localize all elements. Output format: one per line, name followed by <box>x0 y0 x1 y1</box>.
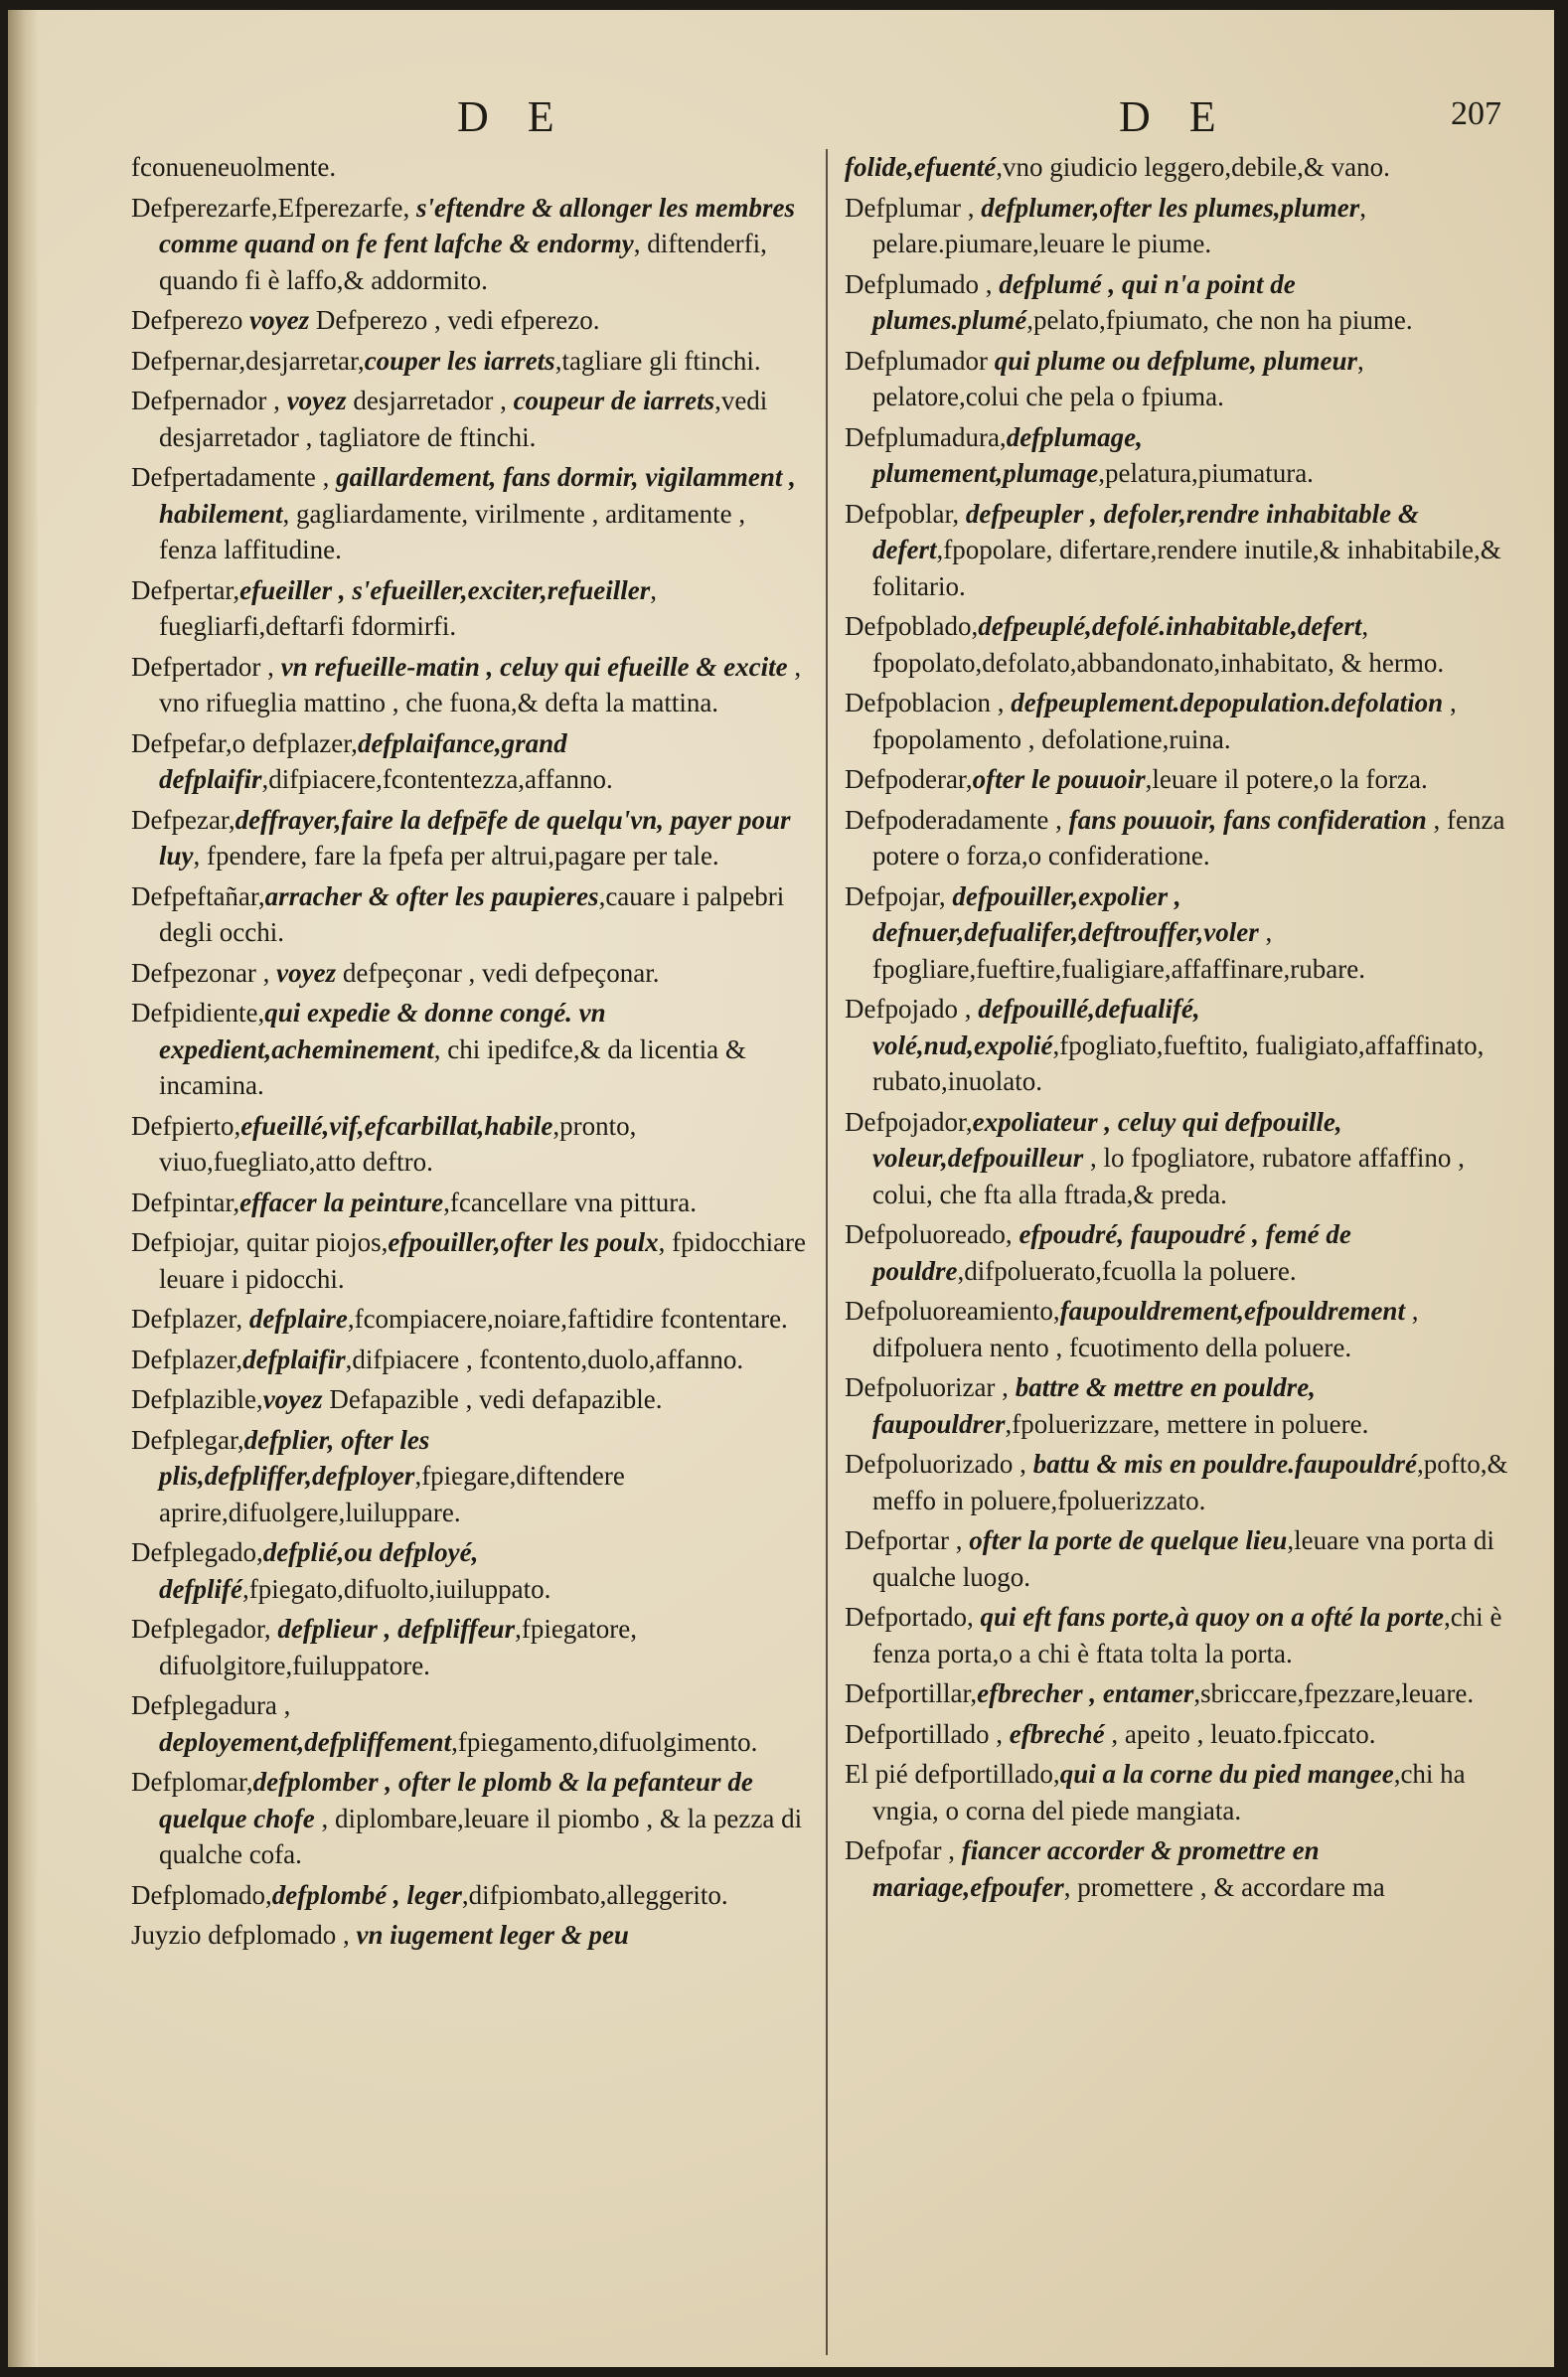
headword: Defpertadamente , <box>131 462 337 492</box>
dictionary-entry <box>845 991 1512 1100</box>
italian-gloss: ,pelatura,piumatura. <box>1098 458 1314 488</box>
dictionary-entry <box>131 459 807 568</box>
french-gloss: defplier, ofter les plis,defpliffer,defployer <box>159 1424 430 1491</box>
dictionary-entry <box>845 1832 1512 1905</box>
dictionary-entry <box>845 343 1512 415</box>
headword: Defpoluoreado, <box>845 1219 1019 1249</box>
dictionary-entry <box>131 1301 807 1338</box>
french-gloss: voyez <box>286 386 347 415</box>
headword: Defpoluorizado , <box>845 1449 1033 1479</box>
french-gloss: efpoudré, faupoudré , femé de pouldre <box>872 1219 1351 1286</box>
right-column <box>845 149 1512 1909</box>
italian-gloss: , fpogliare,fueftire,fualigiare,affaffinare,rubare. <box>872 917 1365 984</box>
headword: Defpeftañar, <box>131 880 265 911</box>
french-gloss: arracher & ofter les paupieres <box>264 880 599 911</box>
headword: Defplegadura , <box>131 1690 291 1720</box>
column-divider <box>826 149 828 2355</box>
french-gloss: efbreché <box>1009 1718 1105 1749</box>
headword: Defportillado , <box>845 1718 1010 1749</box>
italian-gloss: ,difpiombato,alleggerito. <box>461 1879 728 1910</box>
french-gloss: efpouiller,ofter les poulx <box>388 1227 659 1257</box>
dictionary-entry <box>845 1522 1512 1595</box>
dictionary-entry <box>131 302 807 339</box>
headword: Defpoluorizar , <box>845 1372 1016 1402</box>
french-gloss: voyez <box>276 957 337 988</box>
headword: Defpierto, <box>131 1110 241 1141</box>
french-gloss: voyez <box>249 305 310 335</box>
headword: Defplegador, <box>131 1614 278 1644</box>
dictionary-entry <box>131 1917 807 1954</box>
dictionary-entry <box>131 955 807 992</box>
french-gloss: defplombé , leger <box>271 1879 462 1910</box>
dictionary-entry <box>845 685 1512 757</box>
french-gloss: vn iugement leger & peu <box>356 1920 629 1950</box>
dictionary-entry <box>845 1675 1512 1712</box>
running-header <box>8 81 1554 151</box>
french-gloss: defplaifance,grand defplaifir <box>159 727 567 794</box>
french-gloss: defpeuplé,defolé.inhabitable,defert <box>978 611 1362 641</box>
headword: Defpojar, <box>845 880 953 911</box>
french-gloss: battre & mettre en pouldre, faupouldrer <box>872 1372 1316 1439</box>
dictionary-entry <box>131 1108 807 1181</box>
headword: Defplumadura, <box>845 421 1007 452</box>
headword: Defpiojar, quitar piojos, <box>131 1227 389 1257</box>
headword: Defportar , <box>845 1525 970 1555</box>
dictionary-entry <box>131 1185 807 1221</box>
french-gloss: defpouiller,expolier , defnuer,defualifer,deftrouffer,voler <box>872 880 1259 947</box>
headword: Defplazer, <box>131 1304 249 1334</box>
dictionary-entry <box>845 802 1512 874</box>
page-gutter <box>8 10 38 2367</box>
italian-gloss: ,leuare il potere,o la forza. <box>1145 764 1428 794</box>
italian-gloss: ,chi ha vngia, o corna del piede mangiata. <box>872 1759 1466 1825</box>
italian-gloss: , diplombare,leuare il piombo , & la pezza di qualche cofa. <box>159 1803 803 1869</box>
french-gloss: expoliateur , celuy qui defpouille, voleur,defpouilleur <box>872 1106 1342 1173</box>
french-gloss: defplumé , qui n'a point de plumes.plumé <box>872 268 1296 335</box>
french-gloss: defplumage, plumement,plumage <box>872 421 1143 488</box>
italian-gloss: ,leuare vna porta di qualche luogo. <box>872 1525 1494 1592</box>
italian-gloss: ,fcancellare vna pittura. <box>443 1187 697 1217</box>
italian-gloss: defpeçonar , vedi defpeçonar. <box>336 957 660 988</box>
headword: Defplazer, <box>131 1344 243 1374</box>
italian-gloss: ,fpiegamento,difuolgimento. <box>451 1726 758 1757</box>
headword: Defpoblado, <box>845 611 979 641</box>
french-gloss: efueiller , s'efueiller,exciter,refueiller <box>239 574 651 605</box>
french-gloss: effacer la peinture <box>239 1187 444 1217</box>
italian-gloss: ,fpoluerizzare, mettere in poluere. <box>1005 1408 1369 1439</box>
headword: Defpezonar , <box>131 957 277 988</box>
headword: Defpezar, <box>131 804 235 835</box>
italian-gloss: ,sbriccare,fpezzare,leuare. <box>1193 1678 1475 1708</box>
headword: Defplumador <box>845 345 995 376</box>
french-gloss: s'eftendre & allonger les membres comme quand on fe fent lafche & endormy <box>159 192 795 258</box>
dictionary-entry <box>845 419 1512 492</box>
headword: Defpoblacion , <box>845 688 1012 717</box>
italian-gloss: ,cauare i palpebri degli occhi. <box>159 880 785 947</box>
italian-gloss: ,vedi desjarretador , tagliatore de ftinchi. <box>159 386 768 452</box>
left-column <box>131 149 807 1958</box>
headword: Defplazible, <box>131 1384 263 1414</box>
headword: Defplumar , <box>845 192 982 223</box>
headword: Defplumado , <box>845 268 1000 299</box>
italian-gloss: , fpidocchiare leuare i pidocchi. <box>159 1227 807 1294</box>
dictionary-entry <box>131 725 807 798</box>
headword: Defpofar , <box>845 1835 962 1865</box>
french-gloss: defplaifir <box>242 1344 346 1374</box>
headword: Defplomar, <box>131 1767 253 1797</box>
headword: Defpoblar, <box>845 498 966 529</box>
headword: Defpertar, <box>131 574 240 605</box>
dictionary-entry <box>131 572 807 645</box>
dictionary-entry <box>131 190 807 299</box>
italian-gloss: ,fcompiacere,noiare,faftidire fcontentare. <box>347 1304 788 1334</box>
italian-gloss: ,difpoluerato,fcuolla la poluere. <box>957 1255 1297 1286</box>
headword: Defplegado, <box>131 1537 263 1567</box>
italian-gloss: , fpendere, fare la fpefa per altrui,pagare per tale. <box>193 841 719 871</box>
dictionary-entry <box>131 1224 807 1297</box>
french-gloss: fiancer accorder & promettre en mariage,efpoufer <box>872 1835 1320 1902</box>
french-gloss: ofter le pouuoir <box>972 764 1146 794</box>
dictionary-entry <box>845 1293 1512 1365</box>
dictionary-entry <box>131 1534 807 1607</box>
italian-gloss: , apeito , leuato.fpiccato. <box>1104 1718 1376 1749</box>
italian-gloss: , fuegliarfi,deftarfi fdormirfi. <box>159 574 658 641</box>
french-gloss: fans pouuoir, fans confideration <box>1068 804 1427 835</box>
dictionary-entry <box>131 1342 807 1378</box>
french-gloss: ofter la porte de quelque lieu <box>969 1525 1288 1555</box>
dictionary-entry <box>845 1369 1512 1442</box>
dictionary-entry-continuation <box>845 149 1512 186</box>
french-gloss: vn refueille-matin , celuy qui efueille & excite <box>280 651 788 682</box>
french-gloss: deffrayer,faire la defpēfe de quelqu'vn, payer pour luy <box>159 804 791 871</box>
dictionary-entry <box>131 1687 807 1760</box>
dictionary-entry <box>845 1446 1512 1518</box>
dictionary-entry <box>131 878 807 951</box>
dictionary-entry <box>131 343 807 380</box>
header-left-letters: D E <box>457 92 568 141</box>
dictionary-entry <box>845 1599 1512 1671</box>
italian-gloss: , chi ipedifce,& da licentia & incamina. <box>159 1033 746 1100</box>
dictionary-entry <box>131 1381 807 1418</box>
dictionary-entry <box>131 995 807 1104</box>
french-gloss: battu & mis en pouldre.faupouldré <box>1032 1449 1417 1479</box>
french-gloss: defplaire <box>248 1304 348 1334</box>
italian-gloss: , fpopolamento , defolatione,ruina. <box>872 688 1457 754</box>
italian-gloss: desjarretador , <box>346 386 514 415</box>
dictionary-entry <box>845 1716 1512 1753</box>
french-gloss: voyez <box>262 1384 323 1414</box>
dictionary-entry <box>131 1877 807 1914</box>
dictionary-entry <box>845 608 1512 681</box>
headword: Defplomado, <box>131 1879 272 1910</box>
french-gloss: defpeuplement.depopulation.defolation <box>1011 688 1444 717</box>
french-gloss: defpouillé,defualifé, volé,nud,expolié <box>872 994 1200 1060</box>
french-gloss: qui expedie & donne congé. vn expedient,acheminement <box>159 998 606 1064</box>
italian-gloss: , fpopolato,defolato,abbandonato,inhabitato, & hermo. <box>872 611 1445 678</box>
headword: Defportado, <box>845 1602 981 1632</box>
french-gloss: defplumer,ofter les plumes,plumer <box>981 192 1360 223</box>
headword: Defpoderar, <box>845 764 973 794</box>
italian-gloss: ,difpiacere , fcontento,duolo,affanno. <box>345 1344 744 1374</box>
italian-gloss: , lo fpogliatore, rubatore affaffino , colui, che fta alla ftrada,& preda. <box>872 1143 1465 1209</box>
french-gloss: efueillé,vif,efcarbillat,habile <box>240 1110 553 1141</box>
dictionary-entry <box>131 1764 807 1873</box>
italian-gloss: , promettere , & accordare ma <box>1063 1871 1385 1902</box>
french-gloss: defplomber , ofter le plomb & la pefanteur de quelque chofe <box>159 1767 753 1833</box>
dictionary-entry <box>845 496 1512 605</box>
french-gloss: qui plume ou defplume, plumeur <box>994 345 1357 376</box>
book-page <box>8 10 1554 2367</box>
french-gloss: folide,efuenté <box>845 152 997 182</box>
headword: Defplegar, <box>131 1424 244 1455</box>
headword: Defpidiente, <box>131 998 265 1028</box>
italian-gloss: ,fpiegare,diftendere aprire,difuolgere,luiluppare. <box>159 1461 625 1527</box>
italian-gloss: ,difpiacere,fcontentezza,affanno. <box>261 764 613 794</box>
headword: Defpertador , <box>131 651 281 682</box>
italian-gloss: Defperezo , vedi efperezo. <box>309 305 600 335</box>
headword: Defpernador , <box>131 386 287 415</box>
header-right-letters: D E <box>1119 92 1230 141</box>
italian-gloss: ,tagliare gli ftinchi. <box>554 345 761 376</box>
dictionary-entry <box>845 878 1512 988</box>
french-gloss: efbrecher , entamer <box>977 1678 1194 1708</box>
dictionary-entry <box>131 383 807 455</box>
headword: Defpojador, <box>845 1106 973 1137</box>
italian-gloss: ,pelato,fpiumato, che non ha piume. <box>1026 305 1413 335</box>
italian-gloss: ,fpopolare, difertare,rendere inutile,& inhabitabile,& folitario. <box>872 535 1501 601</box>
headword: Defpoluoreamiento, <box>845 1296 1060 1326</box>
dictionary-entry <box>845 190 1512 262</box>
french-gloss: qui a la corne du pied mangee <box>1059 1759 1394 1789</box>
italian-gloss: , gagliardamente, virilmente , arditamente , fenza laffitudine. <box>159 498 746 564</box>
dictionary-entry <box>131 649 807 721</box>
headword: Defpernar,desjarretar, <box>131 345 365 376</box>
headword: Defportillar, <box>845 1678 978 1708</box>
french-gloss: qui eft fans porte,à quoy on a ofté la porte <box>980 1602 1444 1632</box>
dictionary-entry <box>131 1611 807 1683</box>
dictionary-entry <box>131 802 807 874</box>
french-gloss: defplieur , defpliffeur <box>277 1614 516 1644</box>
french-gloss: defplié,ou defployé, defplifé <box>159 1537 479 1604</box>
french-gloss: couper les iarrets <box>364 345 555 376</box>
dictionary-entry <box>845 761 1512 798</box>
italian-gloss: ,vno giudicio leggero,debile,& vano. <box>996 152 1390 182</box>
headword: Defpojado , <box>845 994 979 1024</box>
headword: Defpoderadamente , <box>845 804 1069 835</box>
italian-gloss: ,chi è fenza porta,o a chi è ftata tolta la porta. <box>872 1602 1502 1668</box>
french-gloss: faupouldrement,efpouldrement <box>1059 1296 1405 1326</box>
headword: Defperezo <box>131 305 250 335</box>
headword: Defperezarfe,Efperezarfe, <box>131 192 416 223</box>
dictionary-entry <box>845 1216 1512 1289</box>
italian-gloss: ,fpiegatore, difuolgitore,fuiluppatore. <box>159 1614 638 1680</box>
french-gloss: deployement,defpliffement <box>159 1726 452 1757</box>
italian-gloss: , fenza potere o forza,o confideratione. <box>872 804 1505 871</box>
italian-gloss: , vno rifueglia mattino , che fuona,& defta la mattina. <box>159 651 802 717</box>
italian-gloss: Defapazible , vedi defapazible. <box>322 1384 663 1414</box>
italian-gloss: ,fpiegato,difuolto,iuiluppato. <box>241 1573 551 1604</box>
italian-gloss: ,pronto, viuo,fuegliato,atto deftro. <box>159 1110 637 1177</box>
headword: Defpefar,o defplazer, <box>131 727 358 758</box>
french-gloss: defpeupler , defoler,rendre inhabitable & defert <box>872 498 1419 564</box>
french-gloss: gaillardement, fans dormir, vigilamment , habilement <box>159 462 796 529</box>
dictionary-entry <box>845 266 1512 339</box>
headword: Defpintar, <box>131 1187 240 1217</box>
italian-gloss: , diftenderfi, quando fi è laffo,& addormito. <box>159 229 767 295</box>
italian-gloss: fconueneuolmente. <box>131 152 337 182</box>
italian-gloss: ,fpogliato,fueftito, fualigiato,affaffinato, rubato,inuolato. <box>872 1030 1485 1096</box>
page-number: 207 <box>1451 95 1501 132</box>
french-gloss: coupeur de iarrets <box>513 386 715 415</box>
italian-gloss: , difpoluera nento , fcuotimento della poluere. <box>872 1296 1419 1362</box>
headword: Juyzio defplomado , <box>131 1920 357 1950</box>
italian-gloss: ,pofto,& meffo in poluere,fpoluerizzato. <box>872 1449 1508 1515</box>
dictionary-entry <box>845 1104 1512 1213</box>
italian-gloss: , pelatore,colui che pela o fpiuma. <box>872 345 1364 411</box>
dictionary-entry <box>845 1756 1512 1828</box>
headword: El pié defportillado, <box>845 1759 1060 1789</box>
dictionary-entry-continuation <box>131 149 807 186</box>
italian-gloss: , pelare.piumare,leuare le piume. <box>872 192 1366 258</box>
dictionary-entry <box>131 1422 807 1531</box>
